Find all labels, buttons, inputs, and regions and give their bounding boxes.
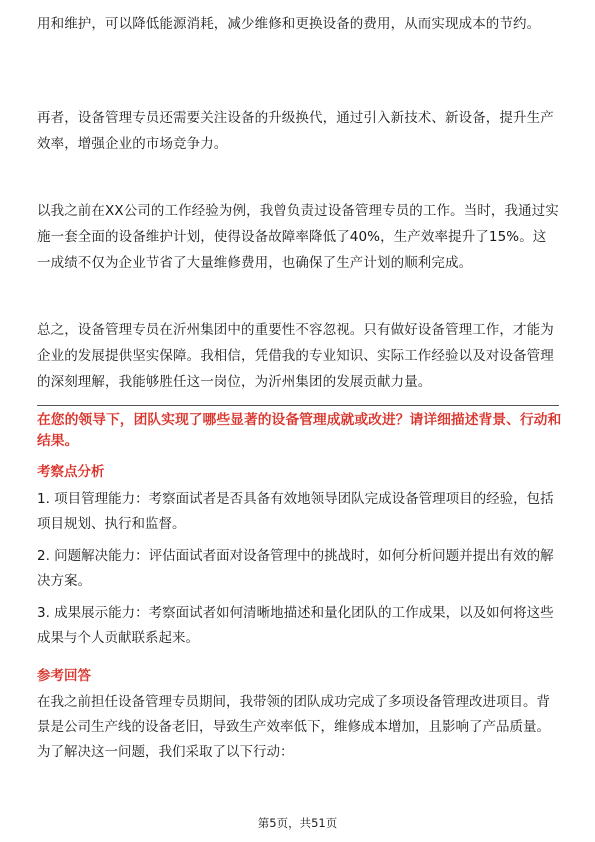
- paragraph-conclusion: 总之，设备管理专员在沂州集团中的重要性不容忽视。只有做好设备管理工作，才能为企业的发展提供坚实保障。我相信，凭借我的专业知识、实际工作经验以及对设备管理的深刻理解，我能够胜任这一岗位，为沂州集团的发展贡献力量。: [37, 322, 554, 390]
- interview-question: 在您的领导下，团队实现了哪些显著的设备管理成就或改进？请详细描述背景、行动和结果。: [37, 412, 562, 449]
- page-number: 第5页，共51页: [257, 816, 338, 830]
- section-divider: [37, 405, 559, 406]
- analysis-item-3: 3. 成果展示能力：考察面试者如何清晰地描述和量化团队的工作成果，以及如何将这些成果与个人贡献联系起来。: [37, 605, 554, 646]
- analysis-item-2: 2. 问题解决能力：评估面试者面对设备管理中的挑战时，如何分析问题并提出有效的解决方案。: [37, 548, 554, 589]
- analysis-heading: 考察点分析: [37, 464, 105, 480]
- paragraph-upgrade: 再者，设备管理专员还需要关注设备的升级换代，通过引入新技术、新设备，提升生产效率，增强企业的市场竞争力。: [37, 110, 554, 152]
- paragraph-experience: 以我之前在XX公司的工作经验为例，我曾负责过设备管理专员的工作。当时，我通过实施一套全面的设备维护计划，使得设备故障率降低了40%，生产效率提升了15%。这一成绩不仅为企业节省了大量维修费用，也确保了生产计划的顺利完成。: [37, 203, 559, 271]
- paragraph-cost-saving: 用和维护，可以降低能源消耗，减少维修和更换设备的费用，从而实现成本的节约。: [37, 16, 541, 32]
- reference-answer: 在我之前担任设备管理专员期间，我带领的团队成功完成了多项设备管理改进项目。背景是公司生产线的设备老旧，导致生产效率低下，维修成本增加，且影响了产品质量。为了解决这一问题，我们采取了以下行动：: [37, 694, 550, 760]
- analysis-item-1: 1. 项目管理能力：考察面试者是否具备有效地领导团队完成设备管理项目的经验，包括项目规划、执行和监督。: [37, 491, 554, 532]
- reference-heading: 参考回答: [37, 668, 91, 684]
